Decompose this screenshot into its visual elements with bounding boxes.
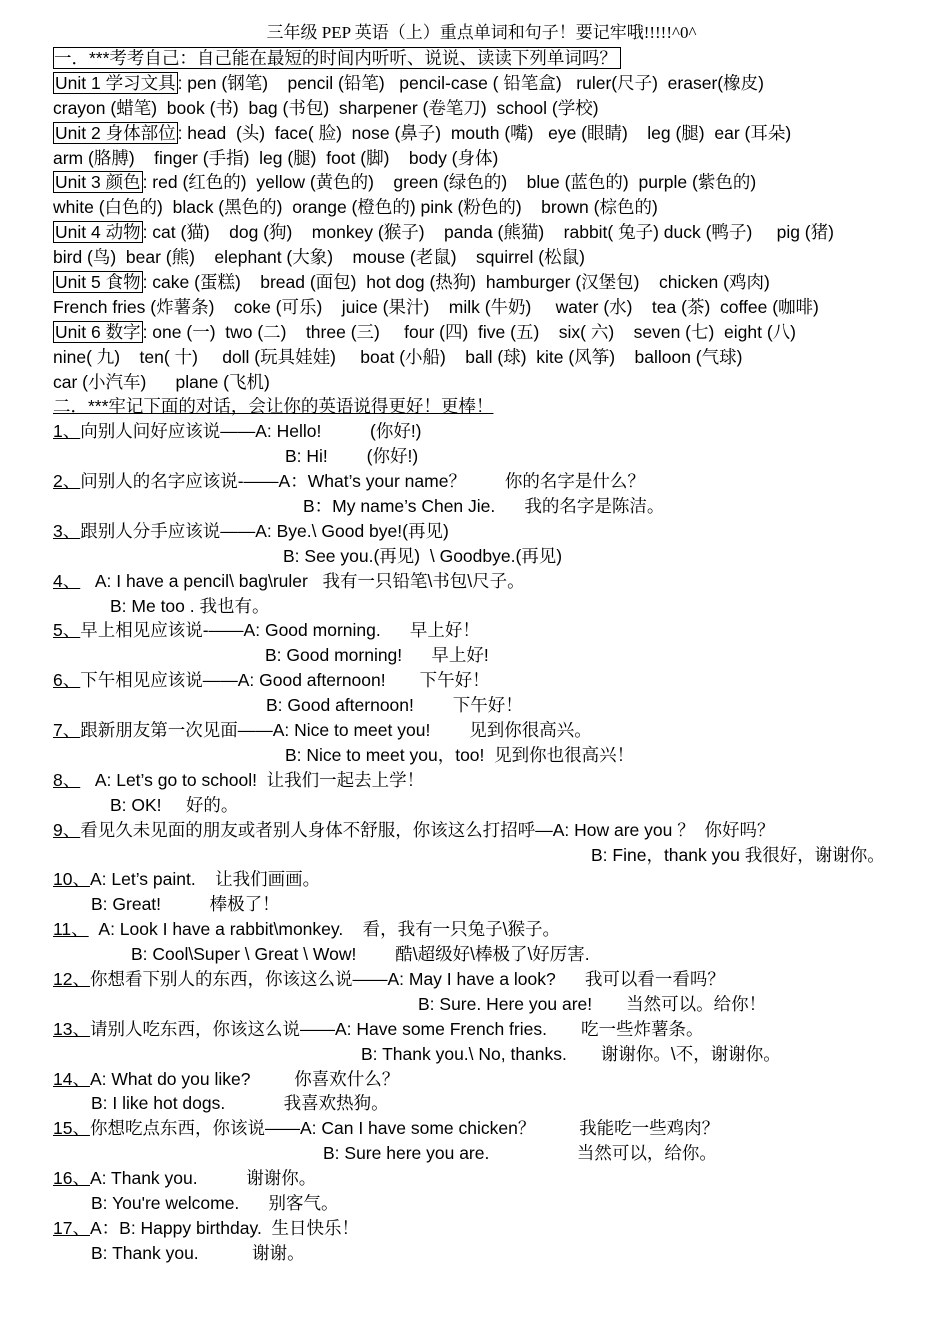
unit4-label: Unit 4 动物 — [55, 222, 141, 243]
dialog-number: 6、 — [53, 670, 81, 691]
unit6-words-1: : one (一) two (二) three (三) four (四) five (五) six( 六) seven (七) eight (八) — [142, 321, 797, 342]
section2-heading-line — [53, 394, 910, 419]
dialog-number: 11、 — [53, 919, 89, 940]
dialog-number: 2、 — [53, 471, 81, 492]
dialog-5-line-b: B: Good morning! 早上好! — [265, 645, 489, 666]
dialog-line-a: A: Thank you. 谢谢你。 — [89, 1168, 317, 1189]
unit5-label: Unit 5 食物 — [55, 272, 141, 293]
unit3-words-1: : red (红色的) yellow (黄色的) green (绿色的) blue (蓝色的) purple (紫色的) — [142, 172, 757, 193]
dialog-2-line-b: B：My name’s Chen Jie. 我的名字是陈洁。 — [303, 496, 665, 517]
dialog-17-line-a — [53, 1216, 910, 1241]
unit4-line2: bird (鸟) bear (熊) elephant (大象) mouse (老鼠) squirrel (松鼠) — [53, 247, 585, 268]
unit2-line1 — [53, 121, 910, 146]
dialog-line-a: 跟新朋友第一次见面——A: Nice to meet you! 见到你很高兴。 — [80, 720, 592, 741]
dialog-4-line-a — [53, 569, 910, 594]
unit5-line2: French fries (炸薯条) coke (可乐) juice (果汁) milk (牛奶) water (水) tea (茶) coffee (咖啡) — [53, 296, 819, 317]
unit4-line1 — [53, 220, 910, 245]
dialog-line-a: A：B: Happy birthday. 生日快乐！ — [89, 1217, 360, 1238]
unit5-line1 — [53, 270, 910, 295]
dialog-line-a: 请别人吃东西，你该这么说——A: Have some French fries. 吃一些炸薯条。 — [89, 1018, 704, 1039]
dialog-3-line-a — [53, 519, 910, 544]
dialog-14-line-a — [53, 1067, 910, 1092]
dialog-12-line-b: B: Sure. Here you are! 当然可以。给你！ — [418, 993, 767, 1014]
dialog-15-line-a — [53, 1116, 910, 1141]
dialog-8-line-b: B: OK! 好的。 — [110, 794, 239, 815]
unit3-line1 — [53, 170, 910, 195]
dialog-13-line-b: B: Thank you.\ No, thanks. 谢谢你。\不，谢谢你。 — [361, 1043, 781, 1064]
dialog-9-line-b: B: Fine，thank you 我很好，谢谢你。 — [591, 844, 885, 865]
dialog-number: 17、 — [53, 1217, 90, 1238]
dialog-1-line-b: B: Hi! (你好!) — [285, 446, 419, 467]
dialog-15-line-b: B: Sure here you are. 当然可以，给你。 — [323, 1143, 717, 1164]
dialog-number: 8、 — [53, 769, 81, 790]
section2-heading: 二．***牢记下面的对话，会让你的英语说得更好！更棒！ — [53, 396, 494, 417]
unit6-line1 — [53, 320, 910, 345]
unit5-words-1: : cake (蛋糕) bread (面包) hot dog (热狗) hamburger (汉堡包) chicken (鸡肉) — [142, 272, 770, 293]
dialog-7-line-b: B: Nice to meet you，too! 见到你也很高兴！ — [285, 744, 635, 765]
dialog-number: 1、 — [53, 421, 81, 442]
dialog-16-line-b: B: You're welcome. 别客气。 — [91, 1192, 339, 1213]
dialog-line-a: 早上相见应该说-——A: Good morning. 早上好！ — [80, 620, 480, 641]
dialog-9-line-a — [53, 818, 910, 843]
dialog-number: 4、 — [53, 570, 81, 591]
dialog-line-a: 下午相见应该说——A: Good afternoon! 下午好！ — [80, 670, 490, 691]
dialog-line-a: 跟别人分手应该说——A: Bye.\ Good bye!(再见) — [80, 520, 449, 541]
dialog-number: 7、 — [53, 720, 81, 741]
unit1-line2: crayon (蜡笔) book (书) bag (书包) sharpener (卷笔刀) school (学校) — [53, 97, 599, 118]
dialog-number: 13、 — [53, 1018, 90, 1039]
unit6-line3: car (小汽车) plane (飞机) — [53, 371, 270, 392]
section1-heading-line — [53, 46, 910, 71]
unit3-label: Unit 3 颜色 — [55, 172, 141, 193]
dialog-3-line-b: B: See you.(再见) \ Goodbye.(再见) — [283, 545, 563, 566]
dialog-line-a: A: Let’s go to school! 让我们一起去上学！ — [80, 769, 425, 790]
dialog-number: 12、 — [53, 968, 90, 989]
dialog-line-a: 你想看下别人的东西，你该这么说——A: May I have a look? 我可以看一看吗？ — [89, 968, 725, 989]
dialog-12-line-a — [53, 967, 910, 992]
unit2-words-1: : head (头) face( 脸) nose (鼻子) mouth (嘴) eye (眼睛) leg (腿) ear (耳朵) — [177, 122, 792, 143]
dialog-line-a: A: I have a pencil\ bag\ruler 我有一只铅笔\书包\尺子。 — [80, 570, 525, 591]
dialog-line-a: 看见久未见面的朋友或者别人身体不舒服，你该这么打招呼—A: How are you ？ 你好吗？ — [80, 819, 775, 840]
dialog-number: 3、 — [53, 520, 81, 541]
unit2-line2: arm (胳膊) finger (手指) leg (腿) foot (脚) body (身体) — [53, 147, 499, 168]
dialog-16-line-a — [53, 1166, 910, 1191]
dialog-number: 5、 — [53, 620, 81, 641]
section1-heading: 一．***考考自己：自己能在最短的时间内听听、说说、读读下列单词吗？ — [53, 47, 621, 69]
dialog-number: 16、 — [53, 1168, 90, 1189]
dialog-7-line-a — [53, 718, 910, 743]
dialog-8-line-a — [53, 768, 910, 793]
dialog-14-line-b: B: I like hot dogs. 我喜欢热狗。 — [91, 1093, 389, 1114]
unit2-label: Unit 2 身体部位 — [55, 122, 176, 143]
dialog-5-line-a — [53, 618, 910, 643]
unit1-line1 — [53, 71, 910, 96]
dialog-10-line-a — [53, 867, 910, 892]
unit6-line2: nine( 九) ten( 十) doll (玩具娃娃) boat (小船) ball (球) kite (风筝) balloon (气球) — [53, 346, 743, 367]
dialog-11-line-b: B: Cool\Super \ Great \ Wow! 酷\超级好\棒极了\好厉害. — [131, 944, 590, 965]
unit6-label: Unit 6 数字 — [55, 321, 141, 342]
unit4-words-1: : cat (猫) dog (狗) monkey (猴子) panda (熊猫) rabbit( 兔子) duck (鸭子) pig (猪) — [142, 222, 834, 243]
page-title: 三年级 PEP 英语（上）重点单词和句子！要记牢哦!!!!!^0^ — [266, 23, 697, 42]
dialog-line-a: A: Let’s paint. 让我们画画。 — [89, 869, 321, 890]
dialog-line-a: 向别人问好应该说——A: Hello! (你好!) — [80, 421, 422, 442]
dialog-11-line-a — [53, 917, 910, 942]
dialog-line-a: A: What do you like? 你喜欢什么？ — [89, 1068, 400, 1089]
dialog-10-line-b: B: Great! 棒极了！ — [91, 894, 280, 915]
dialog-line-a: 你想吃点东西，你该说——A: Can I have some chicken？ 我能吃一些鸡肉？ — [89, 1118, 720, 1139]
dialog-4-line-b: B: Me too . 我也有。 — [110, 595, 270, 616]
dialog-line-a: A: Look I have a rabbit\monkey. 看，我有一只兔子\猴子。 — [88, 919, 561, 940]
dialog-number: 9、 — [53, 819, 81, 840]
dialog-6-line-b: B: Good afternoon! 下午好！ — [266, 695, 523, 716]
dialog-line-a: 问别人的名字应该说-——A：What’s your name？ 你的名字是什么？ — [80, 471, 645, 492]
dialog-list — [53, 419, 910, 1265]
dialog-number: 15、 — [53, 1118, 90, 1139]
dialog-number: 10、 — [53, 869, 90, 890]
dialog-17-line-b: B: Thank you. 谢谢。 — [91, 1242, 305, 1263]
dialog-number: 14、 — [53, 1068, 90, 1089]
unit1-words-1: : pen (钢笔) pencil (铅笔) pencil-case ( 铅笔盒) ruler(尺子) eraser(橡皮) — [177, 72, 764, 93]
dialog-6-line-a — [53, 668, 910, 693]
dialog-13-line-a — [53, 1017, 910, 1042]
dialog-2-line-a — [53, 469, 910, 494]
dialog-1-line-a — [53, 419, 910, 444]
unit1-label: Unit 1 学习文具 — [55, 72, 176, 93]
unit3-line2: white (白色的) black (黑色的) orange (橙色的) pink (粉色的) brown (棕色的) — [53, 197, 658, 218]
